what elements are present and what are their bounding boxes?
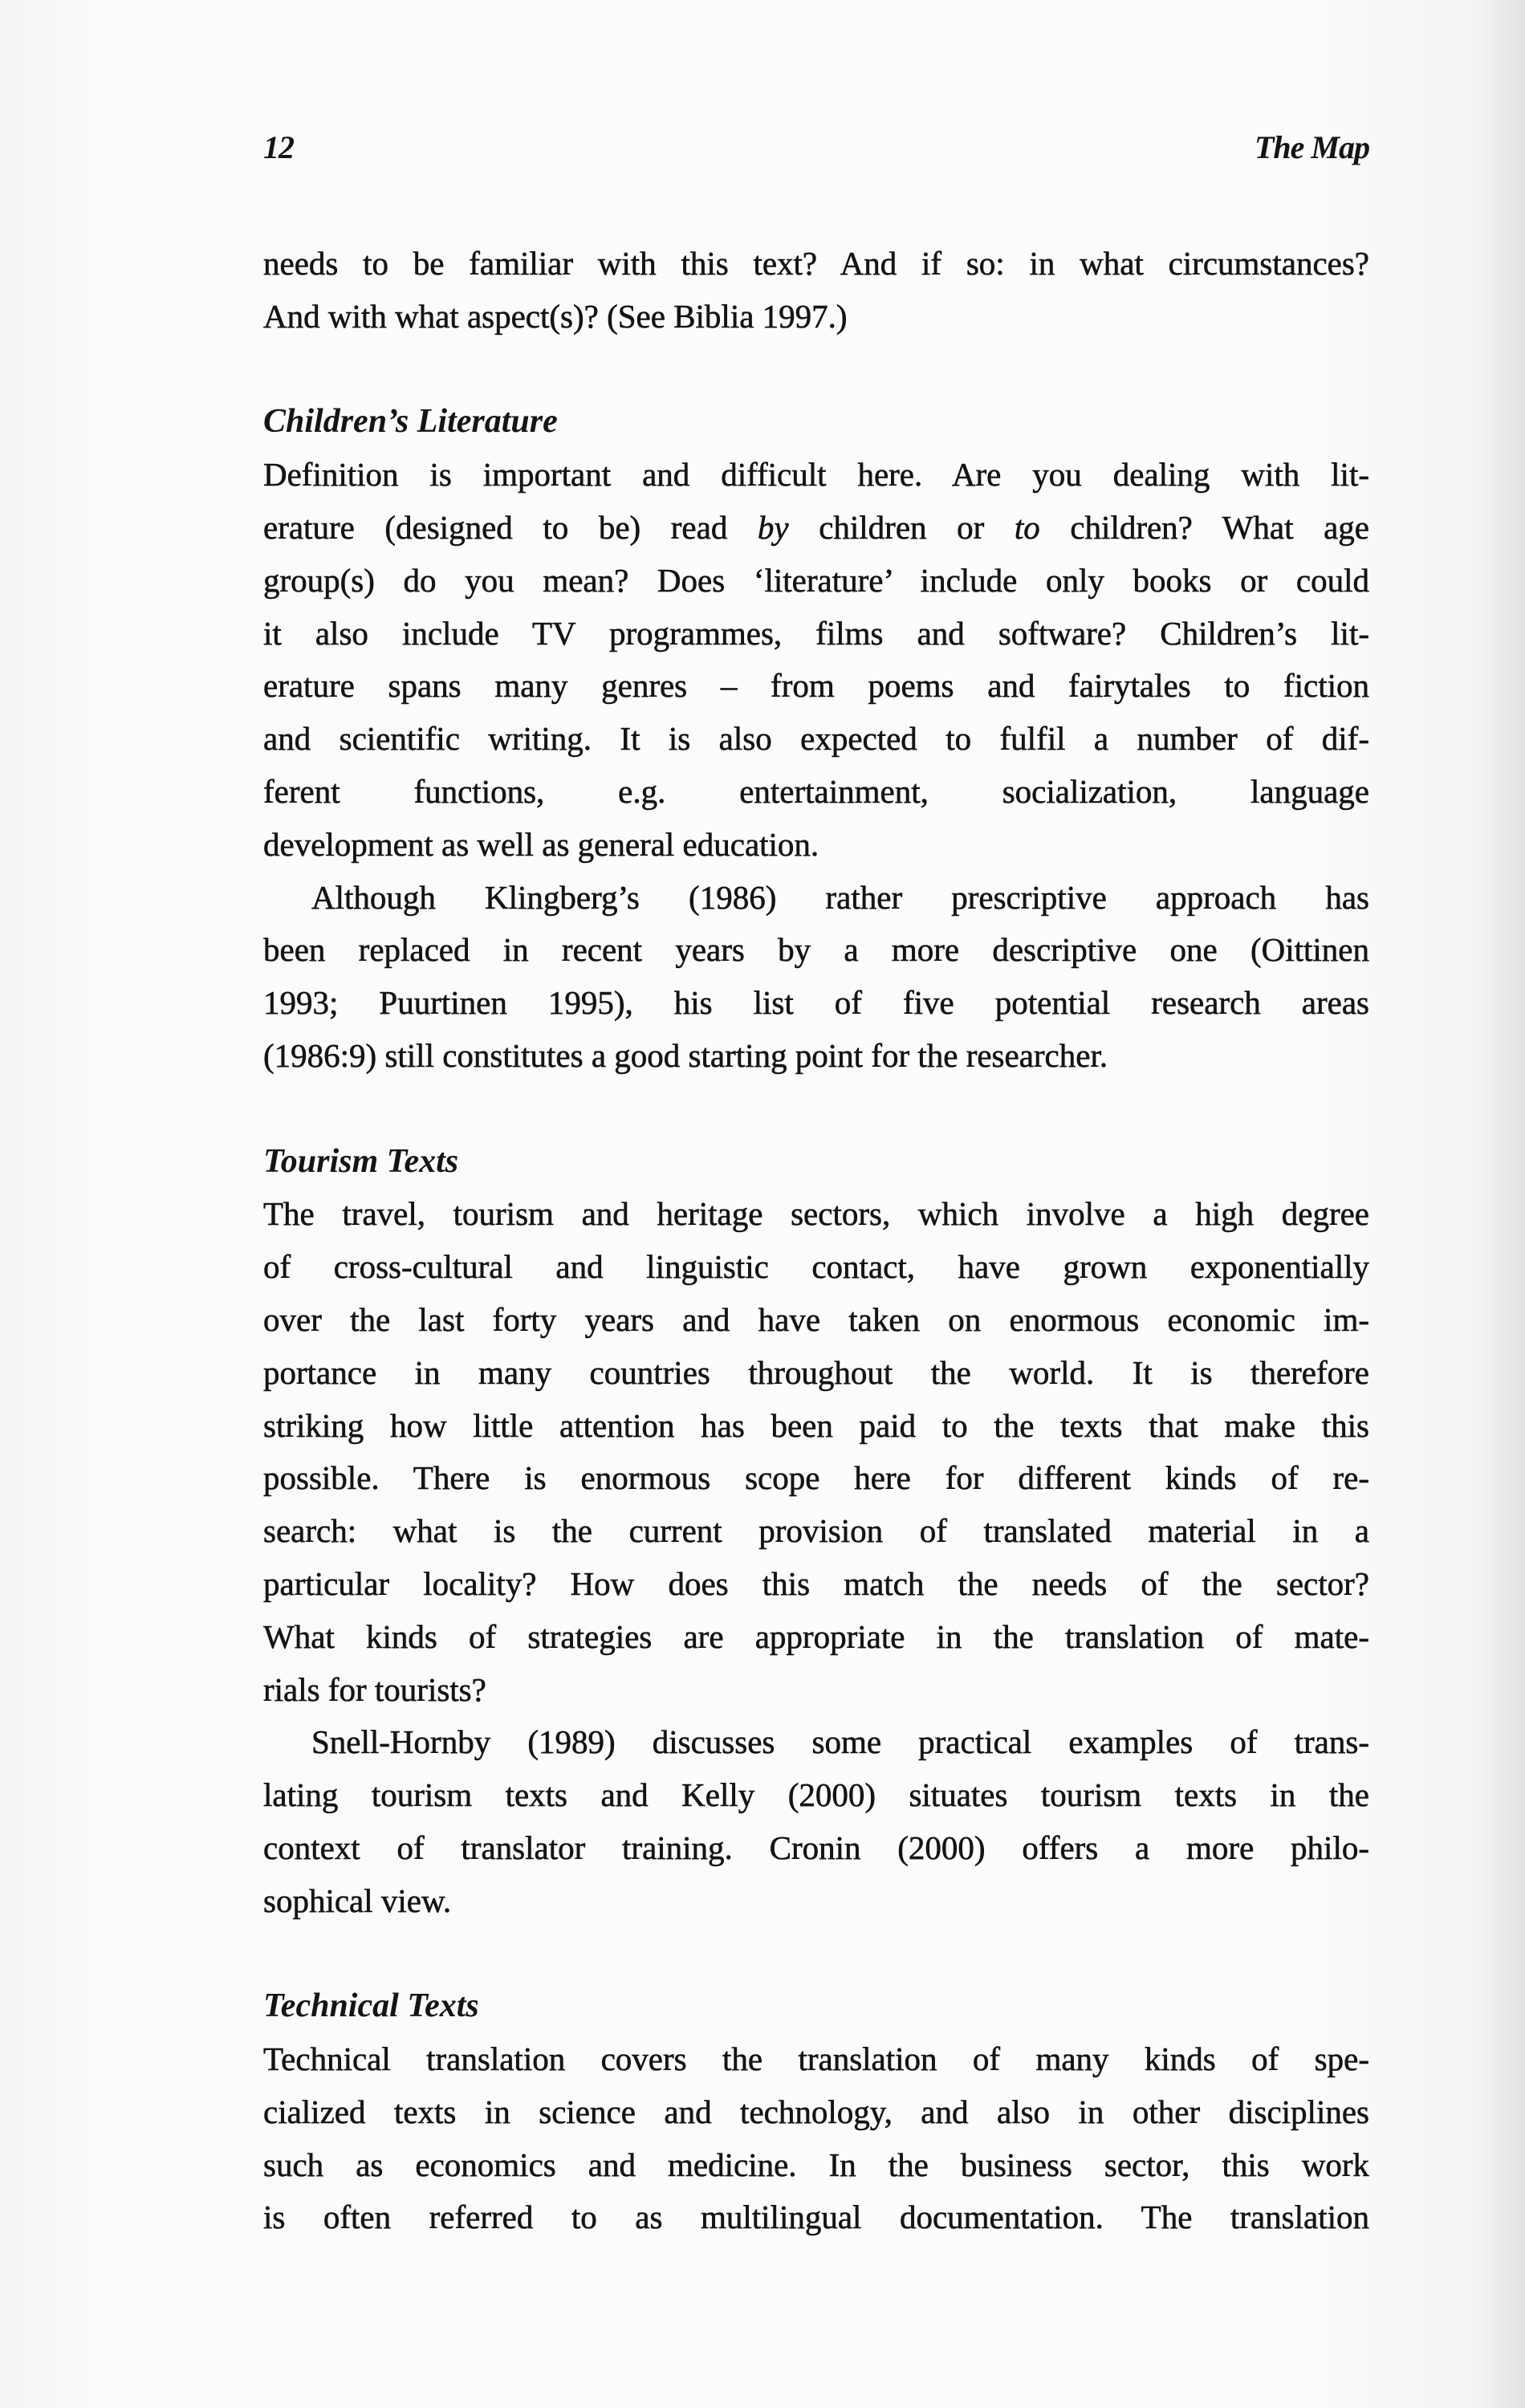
text-line: (1986:9) still constitutes a good starting point for the researcher. — [263, 1036, 1108, 1074]
text-segment: children? What age — [1039, 508, 1369, 546]
section-heading: Children’s Literature — [263, 403, 558, 441]
text-line: of cross-cultural and linguistic contact, have grown exponentially — [263, 1248, 1369, 1286]
paragraph — [263, 449, 1369, 871]
paragraph — [263, 872, 1369, 1083]
italic-text: by — [757, 508, 789, 546]
text-segment: erature (designed to be) read — [263, 508, 758, 546]
text-line: 1993; Puurtinen 1995), his list of five potential research areas — [263, 984, 1369, 1022]
section-heading: Tourism Texts — [263, 1142, 459, 1180]
paragraph — [263, 2033, 1369, 2244]
text-line: And with what aspect(s)? (See Biblia 1997.) — [263, 297, 848, 335]
text-line: The travel, tourism and heritage sectors, which involve a high degree — [263, 1195, 1369, 1233]
text-line: is often referred to as multilingual documentation. The translation — [263, 2199, 1369, 2236]
text-line: over the last forty years and have taken on enormous economic im- — [263, 1300, 1369, 1338]
text-line: lating tourism texts and Kelly (2000) situates tourism texts in the — [263, 1776, 1369, 1814]
text-line: portance in many countries throughout the world. It is therefore — [263, 1353, 1369, 1391]
text-line: such as economics and medicine. In the business sector, this work — [263, 2146, 1369, 2183]
text-line: been replaced in recent years by a more descriptive one (Oittinen — [263, 931, 1369, 969]
text-segment: children or — [788, 508, 1015, 546]
text-line: erature spans many genres – from poems and fairytales to fiction — [263, 667, 1369, 705]
text-line: cialized texts in science and technology, and also in other disciplines — [263, 2093, 1369, 2130]
paragraph — [263, 1188, 1369, 1716]
text-line: context of translator training. Cronin (2000) offers a more philo- — [263, 1828, 1369, 1866]
text-line: and scientific writing. It is also expected to fulfil a number of dif- — [263, 720, 1369, 758]
text-line: Definition is important and difficult here. Are you dealing with lit- — [263, 456, 1369, 494]
text-line: possible. There is enormous scope here for different kinds of re- — [263, 1459, 1369, 1497]
section-heading: Technical Texts — [263, 1987, 479, 2025]
running-head: The Map — [1255, 129, 1369, 165]
paragraph — [263, 238, 1369, 344]
text-line: search: what is the current provision of translated material in a — [263, 1512, 1369, 1550]
text-line: Although Klingberg’s (1986) rather prescriptive approach has — [311, 878, 1369, 916]
text-line: group(s) do you mean? Does ‘literature’ include only books or could — [263, 561, 1369, 599]
italic-text: to — [1014, 508, 1040, 546]
page-body — [263, 238, 1369, 2244]
text-line: striking how little attention has been paid to the texts that make this — [263, 1406, 1369, 1444]
text-line: rials for tourists? — [263, 1670, 486, 1708]
text-line: development as well as general education. — [263, 825, 819, 863]
text-line: sophical view. — [263, 1881, 452, 1919]
text-line: Technical translation covers the translation of many kinds of spe- — [263, 2040, 1369, 2078]
text-line: What kinds of strategies are appropriate in the translation of mate- — [263, 1617, 1369, 1655]
paragraph — [263, 1716, 1369, 1927]
text-line: ferent functions, e.g. entertainment, socialization, language — [263, 772, 1369, 810]
text-line — [263, 502, 1369, 555]
text-line: particular locality? How does this match the needs of the sector? — [263, 1564, 1369, 1602]
page-number: 12 — [263, 129, 294, 165]
text-line: needs to be familiar with this text? And if so: in what circumstances? — [263, 245, 1369, 282]
text-line: it also include TV programmes, films and software? Children’s lit- — [263, 614, 1369, 652]
text-line: Snell-Hornby (1989) discusses some practical examples of trans- — [311, 1723, 1369, 1761]
